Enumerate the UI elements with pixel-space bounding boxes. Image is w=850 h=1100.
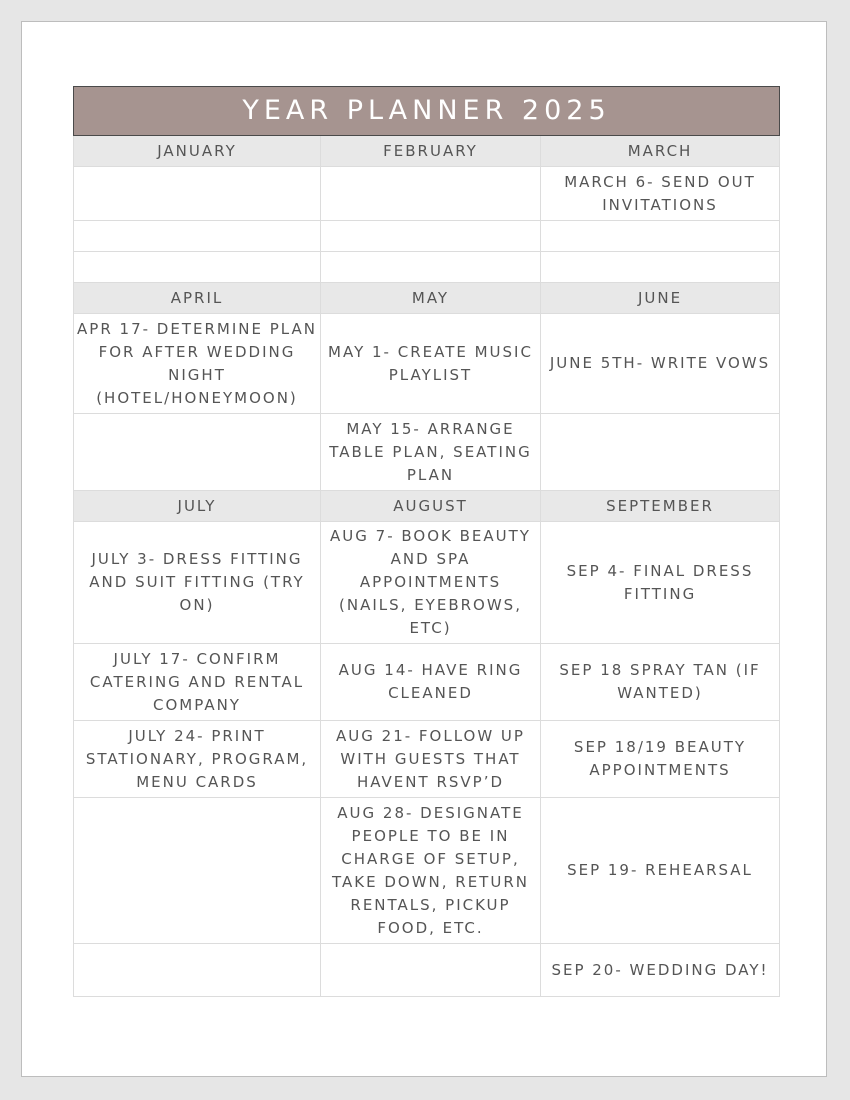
planner-cell: AUG 7- BOOK BEAUTY AND SPA APPOINTMENTS (NAILS, EYEBROWS, ETC): [321, 522, 541, 644]
month-header-july: JULY: [74, 491, 321, 522]
planner-cell: [541, 221, 780, 252]
planner-cell: JULY 24- PRINT STATIONARY, PROGRAM, MENU CARDS: [74, 721, 321, 798]
planner-row: [74, 721, 780, 798]
month-header-august: AUGUST: [321, 491, 541, 522]
planner-row: [74, 522, 780, 644]
planner-cell: SEP 20- WEDDING DAY!: [541, 944, 780, 997]
month-header-row: [74, 491, 780, 522]
planner-page: [21, 21, 827, 1077]
planner-row: [74, 644, 780, 721]
planner-cell: [74, 221, 321, 252]
planner-cell: [321, 167, 541, 221]
month-header-march: MARCH: [541, 136, 780, 167]
planner-row: [74, 167, 780, 221]
title-row: [74, 87, 780, 136]
month-header-june: JUNE: [541, 283, 780, 314]
planner-title: YEAR PLANNER 2025: [74, 87, 780, 136]
planner-cell: AUG 14- HAVE RING CLEANED: [321, 644, 541, 721]
planner-cell: [541, 414, 780, 491]
planner-cell: [74, 944, 321, 997]
planner-cell: [321, 944, 541, 997]
planner-cell: MAY 15- ARRANGE TABLE PLAN, SEATING PLAN: [321, 414, 541, 491]
planner-cell: APR 17- DETERMINE PLAN FOR AFTER WEDDING NIGHT (HOTEL/HONEYMOON): [74, 314, 321, 414]
month-header-row: [74, 136, 780, 167]
month-header-may: MAY: [321, 283, 541, 314]
planner-cell: [74, 414, 321, 491]
planner-cell: JULY 17- CONFIRM CATERING AND RENTAL COMPANY: [74, 644, 321, 721]
planner-row: [74, 944, 780, 997]
planner-cell: SEP 19- REHEARSAL: [541, 798, 780, 944]
planner-row: [74, 414, 780, 491]
month-header-april: APRIL: [74, 283, 321, 314]
planner-cell: [74, 167, 321, 221]
planner-cell: JUNE 5TH- WRITE VOWS: [541, 314, 780, 414]
month-header-september: SEPTEMBER: [541, 491, 780, 522]
planner-cell: [321, 252, 541, 283]
planner-cell: MARCH 6- SEND OUT INVITATIONS: [541, 167, 780, 221]
planner-row: [74, 221, 780, 252]
planner-row: [74, 798, 780, 944]
month-header-january: JANUARY: [74, 136, 321, 167]
planner-cell: [74, 798, 321, 944]
planner-cell: SEP 18/19 BEAUTY APPOINTMENTS: [541, 721, 780, 798]
planner-cell: [74, 252, 321, 283]
planner-cell: AUG 28- DESIGNATE PEOPLE TO BE IN CHARGE OF SETUP, TAKE DOWN, RETURN RENTALS, PICKUP FOOD, ETC.: [321, 798, 541, 944]
planner-cell: [541, 252, 780, 283]
planner-cell: MAY 1- CREATE MUSIC PLAYLIST: [321, 314, 541, 414]
planner-row: [74, 314, 780, 414]
planner-row: [74, 252, 780, 283]
month-header-february: FEBRUARY: [321, 136, 541, 167]
month-header-row: [74, 283, 780, 314]
planner-cell: [321, 221, 541, 252]
planner-cell: SEP 18 SPRAY TAN (IF WANTED): [541, 644, 780, 721]
year-planner-table: [73, 86, 780, 997]
planner-cell: SEP 4- FINAL DRESS FITTING: [541, 522, 780, 644]
planner-cell: AUG 21- FOLLOW UP WITH GUESTS THAT HAVENT RSVP’D: [321, 721, 541, 798]
planner-cell: JULY 3- DRESS FITTING AND SUIT FITTING (TRY ON): [74, 522, 321, 644]
